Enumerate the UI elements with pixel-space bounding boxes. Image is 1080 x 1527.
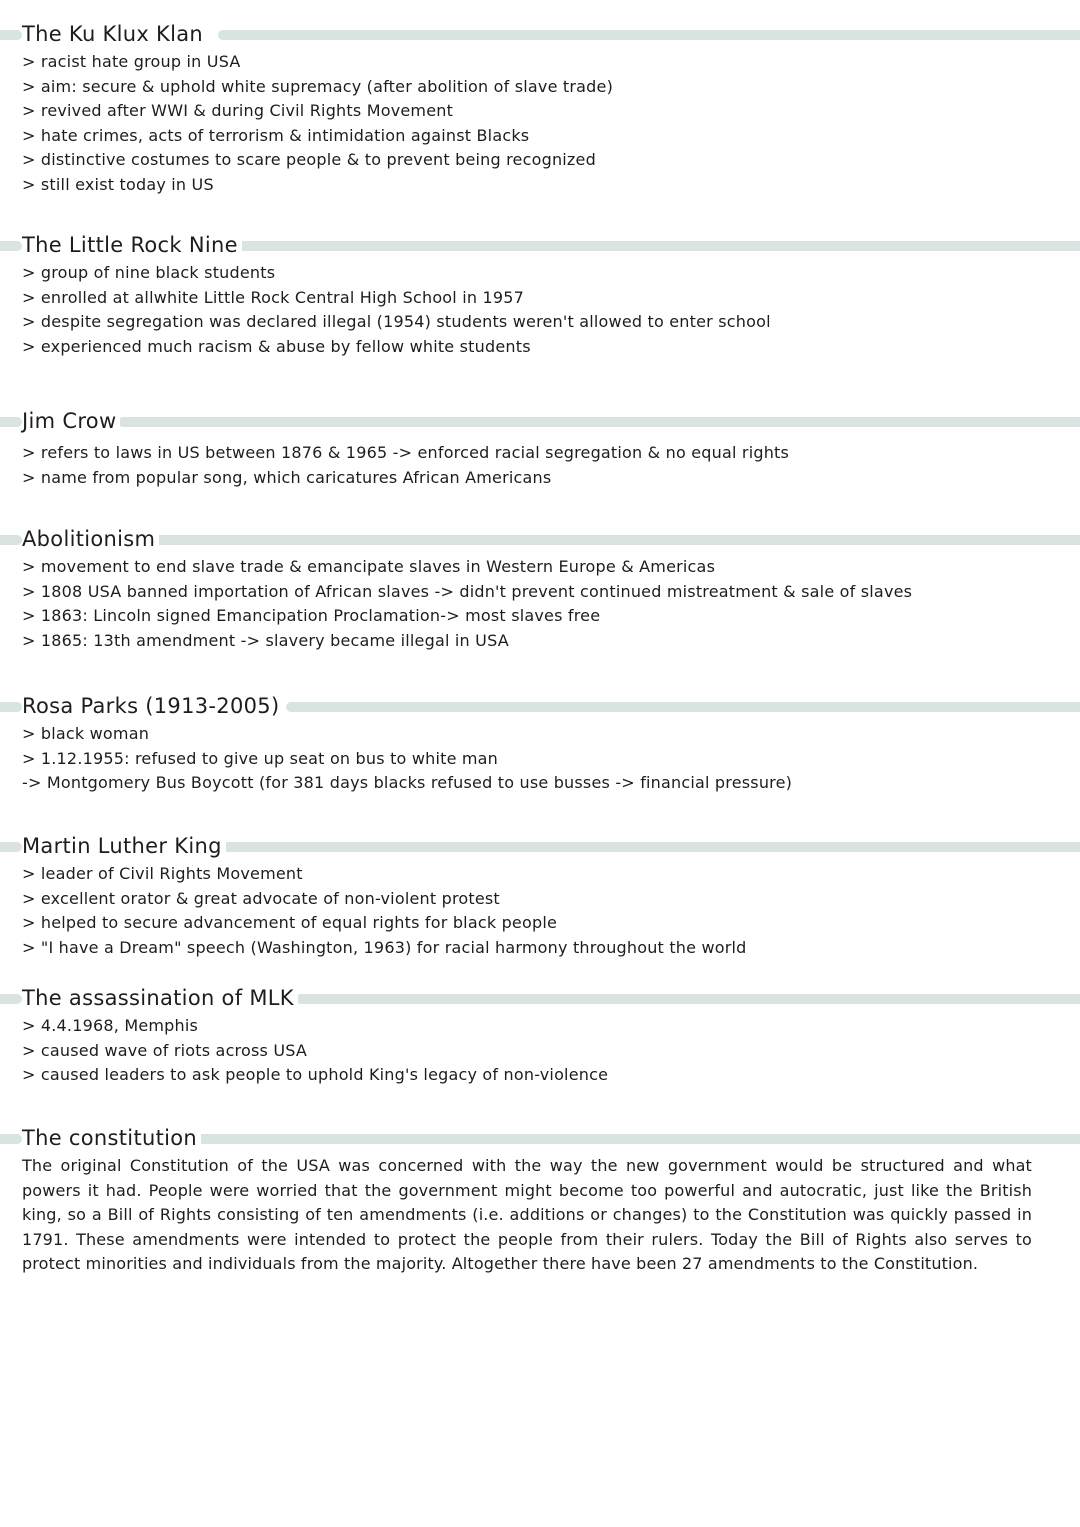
heading-bar-left <box>0 1134 22 1144</box>
bullet-item: > 1808 USA banned importation of African slaves -> didn't prevent continued mistreatment & sale of slaves <box>22 581 913 601</box>
section-mlk <box>0 830 1080 960</box>
bullet-item: > caused wave of riots across USA <box>22 1040 308 1060</box>
bullet-list <box>0 555 1080 653</box>
constitution-paragraph: The original Constitution of the USA was concerned with the way the new government would be structured and what powers it had. People were worried that the government might become too powerful and autocratic, just like the British king, so a Bill of Rights consisting of ten amendments (i.e. additions or changes) to the Constitution was quickly passed in 1791. These amendments were intended to protect the people from their rulers. Today the Bill of Rights also serves to protect minorities and individuals from the majority. Altogether there have been 27 amendments to the Constitution. <box>22 1156 1032 1274</box>
section-assassination <box>0 982 1080 1088</box>
bullet-item: > 4.4.1968, Memphis <box>22 1016 199 1035</box>
heading-row <box>0 982 1080 1014</box>
section-rosa-parks <box>0 690 1080 796</box>
section-heading: The assassination of MLK <box>22 982 298 1014</box>
bullet-item: > revived after WWI & during Civil Rights Movement <box>22 101 454 120</box>
bullet-item: > caused leaders to ask people to uphold King's legacy of non-violence <box>22 1065 609 1084</box>
heading-row <box>0 18 1080 50</box>
bullet-item: > racist hate group in USA <box>22 52 241 71</box>
heading-row <box>0 1122 1080 1154</box>
heading-bar-right <box>296 994 1080 1004</box>
bullet-item: > hate crimes, acts of terrorism & intimidation against Blacks <box>22 125 530 145</box>
heading-bar-left <box>0 417 22 427</box>
section-heading: The constitution <box>22 1122 201 1154</box>
heading-bar-left <box>0 30 22 40</box>
bullet-item: > name from popular song, which caricatures African Americans <box>22 467 552 487</box>
bullet-item: > enrolled at allwhite Little Rock Central High School in 1957 <box>22 287 525 307</box>
bullet-item: > movement to end slave trade & emancipate slaves in Western Europe & Americas <box>22 557 716 576</box>
heading-bar-right <box>218 30 1080 40</box>
heading-bar-right <box>230 241 1080 251</box>
heading-bar-right <box>286 702 1080 712</box>
section-heading: The Little Rock Nine <box>22 229 242 261</box>
heading-bar-left <box>0 994 22 1004</box>
heading-bar-left <box>0 842 22 852</box>
heading-bar-right <box>118 417 1080 427</box>
bullet-item: > 1865: 13th amendment -> slavery became illegal in USA <box>22 630 509 650</box>
section-abolitionism <box>0 523 1080 653</box>
section-heading: Rosa Parks (1913-2005) <box>22 690 283 722</box>
bullet-item: > 1863: Lincoln signed Emancipation Proclamation-> most slaves free <box>22 606 601 625</box>
section-kkk <box>0 18 1080 197</box>
bullet-list <box>0 1014 1080 1088</box>
heading-row <box>0 690 1080 722</box>
bullet-list <box>0 50 1080 197</box>
bullet-item: > group of nine black students <box>22 263 276 282</box>
bullet-item: > despite segregation was declared illegal (1954) students weren't allowed to enter school <box>22 312 771 331</box>
bullet-list <box>0 261 1080 359</box>
section-little-rock-nine <box>0 229 1080 359</box>
heading-bar-left <box>0 241 22 251</box>
bullet-item: > leader of Civil Rights Movement <box>22 864 303 883</box>
heading-bar-right <box>208 842 1080 852</box>
heading-row <box>0 523 1080 555</box>
bullet-list <box>0 441 1080 490</box>
section-heading: Martin Luther King <box>22 830 226 862</box>
section-heading: The Ku Klux Klan <box>22 18 207 50</box>
section-heading: Abolitionism <box>22 523 159 555</box>
bullet-item: > aim: secure & uphold white supremacy (after abolition of slave trade) <box>22 76 614 96</box>
bullet-item: > still exist today in US <box>22 174 214 194</box>
bullet-item: > "I have a Dream" speech (Washington, 1963) for racial harmony throughout the world <box>22 937 747 957</box>
bullet-item: > excellent orator & great advocate of non-violent protest <box>22 888 500 908</box>
bullet-item: > experienced much racism & abuse by fellow white students <box>22 336 531 356</box>
bullet-item: -> Montgomery Bus Boycott (for 381 days blacks refused to use busses -> financial pressure) <box>22 773 793 792</box>
heading-row <box>0 830 1080 862</box>
heading-bar-left <box>0 702 22 712</box>
bullet-item: > distinctive costumes to scare people & to prevent being recognized <box>22 150 596 169</box>
heading-bar-right <box>136 535 1080 545</box>
bullet-item: > refers to laws in US between 1876 & 1965 -> enforced racial segregation & no equal rights <box>22 443 790 462</box>
bullet-item: > black woman <box>22 724 150 743</box>
bullet-list <box>0 722 1080 796</box>
bullet-list <box>0 862 1080 960</box>
bullet-item: > 1.12.1955: refused to give up seat on bus to white man <box>22 748 499 768</box>
bullet-item: > helped to secure advancement of equal rights for black people <box>22 913 558 932</box>
heading-bar-right <box>190 1134 1080 1144</box>
heading-row <box>0 229 1080 261</box>
heading-bar-left <box>0 535 22 545</box>
section-constitution <box>0 1122 1080 1277</box>
section-heading: Jim Crow <box>22 405 120 437</box>
heading-row <box>0 405 1080 437</box>
section-jim-crow <box>0 405 1080 490</box>
